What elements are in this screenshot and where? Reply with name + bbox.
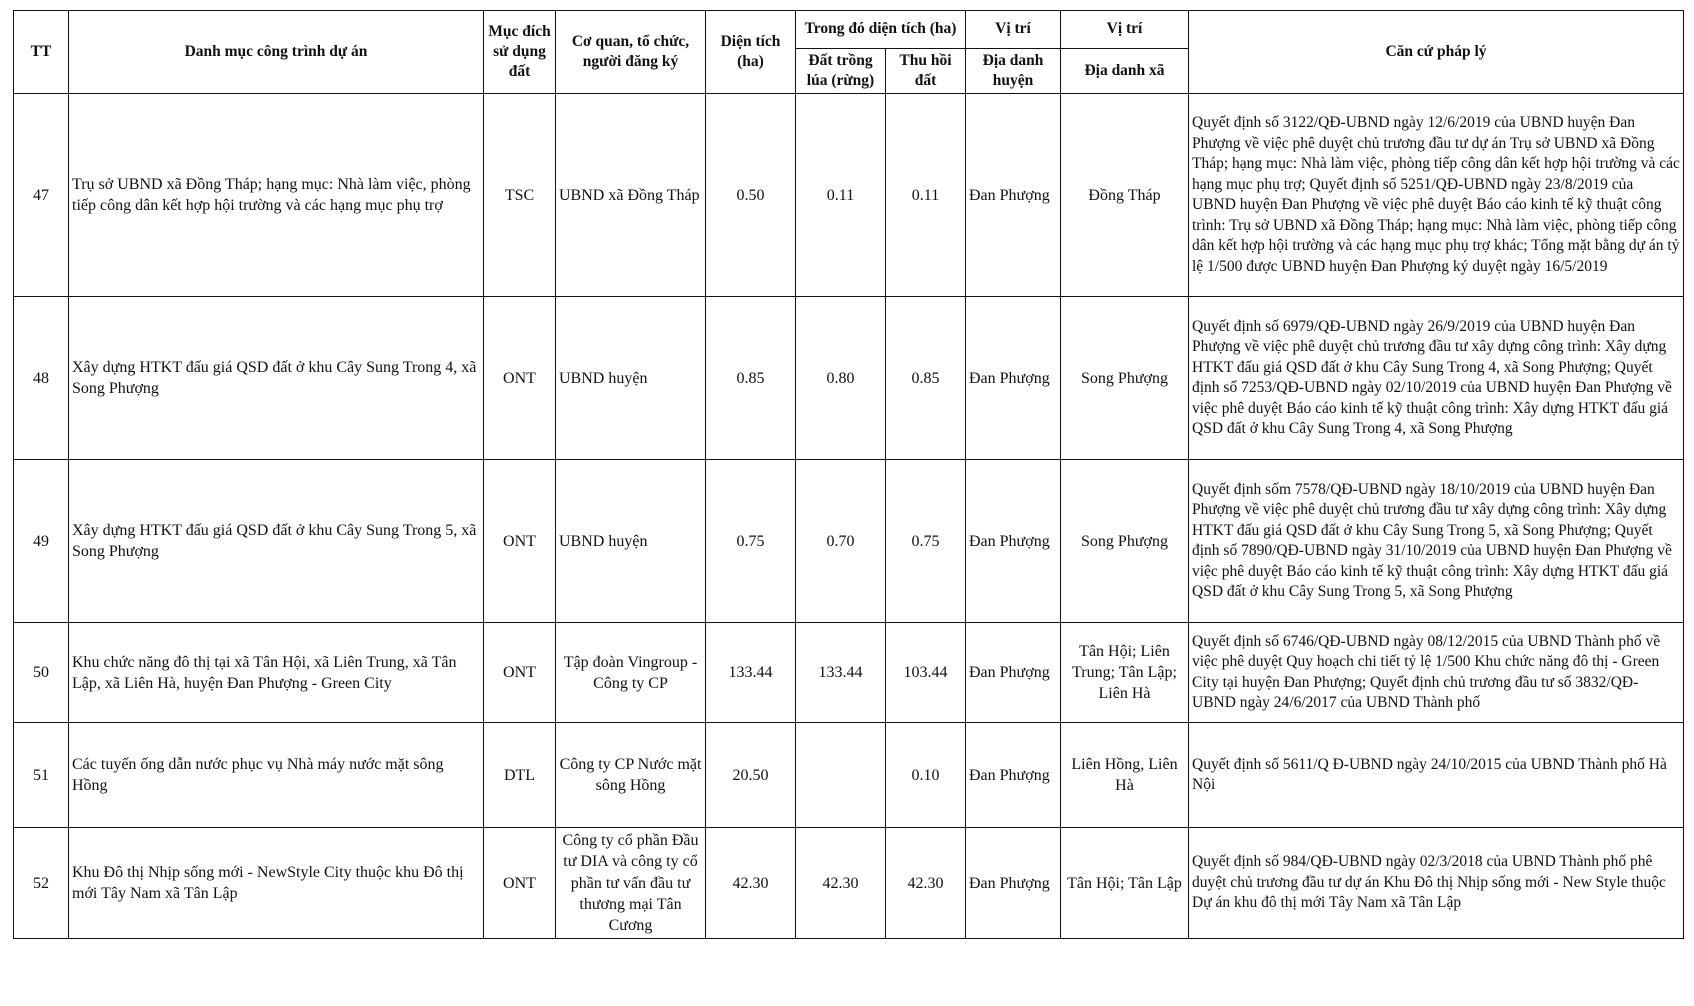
row-rice-land: 133.44 [796, 623, 886, 723]
table-row [14, 94, 1684, 297]
row-rice-land: 0.70 [796, 460, 886, 623]
row-purpose: DTL [484, 723, 556, 828]
row-legal-basis: Quyết định số 6979/QĐ-UBND ngày 26/9/2019 của UBND huyện Đan Phượng về việc phê duyệt chủ trương đầu tư xây dựng công trình: Xây dựng HTKT đấu giá QSD đất ở khu Cây Sung Trong 4, xã Song Phượng; Quyết định số 7253/QĐ-UBND ngày 02/10/2019 của UBND huyện Đan Phượng về việc phê duyệt Báo cáo kinh tế kỹ thuật công trình: Xây dựng HTKT đấu giá QSD đất ở khu Cây Sung Trong 4, xã Song Phượng [1189, 297, 1684, 460]
row-registrant: UBND huyện [556, 460, 706, 623]
table-row [14, 723, 1684, 828]
row-commune: Song Phượng [1061, 297, 1189, 460]
row-project: Khu chức năng đô thị tại xã Tân Hội, xã Liên Trung, xã Tân Lập, xã Liên Hà, huyện Đan Phượng - Green City [69, 623, 484, 723]
row-rice-land: 0.11 [796, 94, 886, 297]
row-recovered: 0.75 [886, 460, 966, 623]
row-tt: 50 [14, 623, 69, 723]
row-legal-basis: Quyết định số 984/QĐ-UBND ngày 02/3/2018 của UBND Thành phố phê duyệt chủ trương đầu tư dự án Khu Đô thị Nhịp sống mới - New Style thuộc Dự án khu đô thị mới Tây Nam xã Tân Lập [1189, 828, 1684, 939]
row-commune: Liên Hồng, Liên Hà [1061, 723, 1189, 828]
row-registrant: UBND huyện [556, 297, 706, 460]
row-registrant: Tập đoàn Vingroup - Công ty CP [556, 623, 706, 723]
row-area: 133.44 [706, 623, 796, 723]
header-legal-basis: Căn cứ pháp lý [1189, 11, 1684, 94]
table-row [14, 828, 1684, 939]
header-rice-land: Đất trồng lúa (rừng) [796, 49, 886, 94]
header-area: Diện tích (ha) [706, 11, 796, 94]
row-legal-basis: Quyết định số 6746/QĐ-UBND ngày 08/12/2015 của UBND Thành phố về việc phê duyệt Quy hoạch chi tiết tỷ lệ 1/500 Khu chức năng đô thị - Green City tại huyện Đan Phượng; Quyết định chủ trương đầu tư số 3832/QĐ-UBND ngày 24/6/2017 của UBND Thành phố [1189, 623, 1684, 723]
row-area: 0.50 [706, 94, 796, 297]
row-rice-land [796, 723, 886, 828]
row-registrant: Công ty CP Nước mặt sông Hồng [556, 723, 706, 828]
row-recovered: 42.30 [886, 828, 966, 939]
row-purpose: TSC [484, 94, 556, 297]
row-purpose: ONT [484, 297, 556, 460]
header-location-2: Vị trí [1061, 11, 1189, 49]
row-registrant: Công ty cổ phần Đầu tư DIA và công ty cổ phần tư vấn đầu tư thương mại Tân Cương [556, 828, 706, 939]
row-area: 20.50 [706, 723, 796, 828]
row-legal-basis: Quyết định sốm 7578/QĐ-UBND ngày 18/10/2019 của UBND huyện Đan Phượng về việc phê duyệt chủ trương đầu tư xây dựng công trình: Xây dựng HTKT đấu giá QSD đất ở khu Cây Sung Trong 5, xã Song Phượng; Quyết định số 7890/QĐ-UBND ngày 31/10/2019 của UBND huyện Đan Phượng về việc phê duyệt Báo cáo kinh tế kỹ thuật công trình: Xây dựng HTKT đấu giá QSD đất ở khu Cây Sung Trong 5, xã Song Phượng [1189, 460, 1684, 623]
row-rice-land: 0.80 [796, 297, 886, 460]
table-row [14, 297, 1684, 460]
header-location-1: Vị trí [966, 11, 1061, 49]
row-area: 0.85 [706, 297, 796, 460]
table-row [14, 460, 1684, 623]
row-tt: 49 [14, 460, 69, 623]
row-tt: 47 [14, 94, 69, 297]
row-recovered: 0.10 [886, 723, 966, 828]
row-commune: Song Phượng [1061, 460, 1189, 623]
row-project: Khu Đô thị Nhịp sống mới - NewStyle City thuộc khu Đô thị mới Tây Nam xã Tân Lập [69, 828, 484, 939]
row-district: Đan Phượng [966, 297, 1061, 460]
row-district: Đan Phượng [966, 460, 1061, 623]
row-project: Xây dựng HTKT đấu giá QSD đất ở khu Cây Sung Trong 5, xã Song Phượng [69, 460, 484, 623]
header-project-list: Danh mục công trình dự án [69, 11, 484, 94]
header-land-use-purpose: Mục đích sử dụng đất [484, 11, 556, 94]
row-recovered: 0.11 [886, 94, 966, 297]
header-tt: TT [14, 11, 69, 94]
row-district: Đan Phượng [966, 623, 1061, 723]
row-project: Các tuyến ống dẫn nước phục vụ Nhà máy nước mặt sông Hồng [69, 723, 484, 828]
row-commune: Tân Hội; Liên Trung; Tân Lập; Liên Hà [1061, 623, 1189, 723]
row-project: Xây dựng HTKT đấu giá QSD đất ở khu Cây Sung Trong 4, xã Song Phượng [69, 297, 484, 460]
row-legal-basis: Quyết định số 3122/QĐ-UBND ngày 12/6/2019 của UBND huyện Đan Phượng về việc phê duyệt chủ trương đầu tư dự án Trụ sở UBND xã Đồng Tháp; hạng mục: Nhà làm việc, phòng tiếp công dân kết hợp hội trường và các hạng mục phụ trợ; Quyết định số 5251/QĐ-UBND ngày 23/8/2019 của UBND huyện Đan Phượng về việc phê duyệt Báo cáo kinh tế kỹ thuật công trình: Trụ sở UBND xã Đồng Tháp; hạng mục: Nhà làm việc, phòng tiếp công dân kết hợp hội trường và các hạng mục phụ trợ khác; Tổng mặt bằng dự án tỷ lệ 1/500 được UBND huyện Đan Phượng ký duyệt ngày 16/5/2019 [1189, 94, 1684, 297]
row-recovered: 0.85 [886, 297, 966, 460]
row-recovered: 103.44 [886, 623, 966, 723]
row-district: Đan Phượng [966, 828, 1061, 939]
table-row [14, 623, 1684, 723]
header-commune: Địa danh xã [1061, 49, 1189, 94]
row-purpose: ONT [484, 460, 556, 623]
header-registrant: Cơ quan, tổ chức, người đăng ký [556, 11, 706, 94]
row-area: 42.30 [706, 828, 796, 939]
land-use-project-table [13, 10, 1684, 939]
row-legal-basis: Quyết định số 5611/Q Đ-UBND ngày 24/10/2015 của UBND Thành phố Hà Nội [1189, 723, 1684, 828]
row-purpose: ONT [484, 828, 556, 939]
header-district: Địa danh huyện [966, 49, 1061, 94]
row-commune: Tân Hội; Tân Lập [1061, 828, 1189, 939]
row-area: 0.75 [706, 460, 796, 623]
row-tt: 48 [14, 297, 69, 460]
row-project: Trụ sở UBND xã Đồng Tháp; hạng mục: Nhà làm việc, phòng tiếp công dân kết hợp hội trường và các hạng mục phụ trợ [69, 94, 484, 297]
row-rice-land: 42.30 [796, 828, 886, 939]
row-tt: 52 [14, 828, 69, 939]
row-registrant: UBND xã Đồng Tháp [556, 94, 706, 297]
header-recovered-land: Thu hồi đất [886, 49, 966, 94]
row-commune: Đồng Tháp [1061, 94, 1189, 297]
row-district: Đan Phượng [966, 723, 1061, 828]
row-purpose: ONT [484, 623, 556, 723]
header-area-breakdown: Trong đó diện tích (ha) [796, 11, 966, 49]
row-tt: 51 [14, 723, 69, 828]
row-district: Đan Phượng [966, 94, 1061, 297]
